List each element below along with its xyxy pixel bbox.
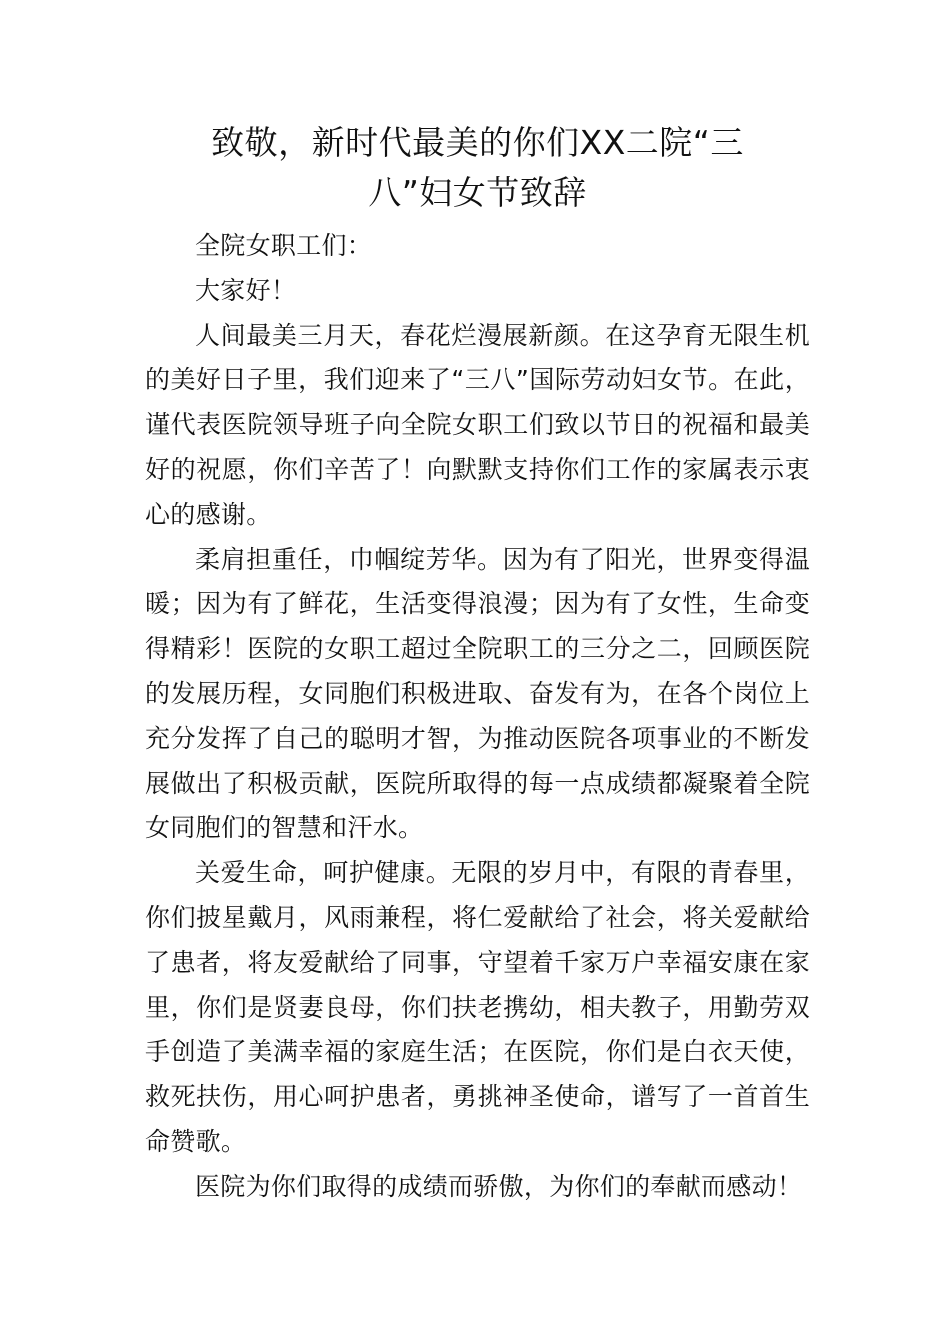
paragraph-4: 医院为你们取得的成绩而骄傲，为你们的奉献而感动！ (195, 1171, 803, 1201)
title-line-2: 八”妇女节致辞 (368, 173, 587, 212)
document-title (145, 118, 810, 218)
paragraph-1: 人间最美三月天，春花烂漫展新颜。在这孕育无限生机的美好日子里，我们迎来了“三八”国际劳动妇女节。在此，谨代表医院领导班子向全院女职工们致以节日的祝福和最美好的祝愿，你们辛苦了！向默默支持你们工作的家属表示衷心的感谢。 (145, 320, 810, 529)
greeting: 大家好！ (195, 275, 297, 305)
salutation: 全院女职工们： (195, 231, 373, 260)
paragraph-3: 关爱生命，呵护健康。无限的岁月中，有限的青春里，你们披星戴月，风雨兼程，将仁爱献给了社会，将关爱献给了患者，将友爱献给了同事，守望着千家万户幸福安康在家里，你们是贤妻良母，你们扶老携幼，相夫教子，用勤劳双手创造了美满幸福的家庭生活；在医院，你们是白衣天使，救死扶伤，用心呵护患者，勇挑神圣使命，谱写了一首首生命赞歌。 (145, 858, 810, 1156)
paragraph-2: 柔肩担重任，巾帼绽芳华。因为有了阳光，世界变得温暖；因为有了鲜花，生活变得浪漫；因为有了女性，生命变得精彩！医院的女职工超过全院职工的三分之二，回顾医院的发展历程，女同胞们积极进取、奋发有为，在各个岗位上充分发挥了自己的聪明才智，为推动医院各项事业的不断发展做出了积极贡献，医院所取得的每一点成绩都凝聚着全院女同胞们的智慧和汗水。 (145, 544, 810, 843)
title-line-1: 致敬，新时代最美的你们XX二院“三 (211, 123, 744, 162)
